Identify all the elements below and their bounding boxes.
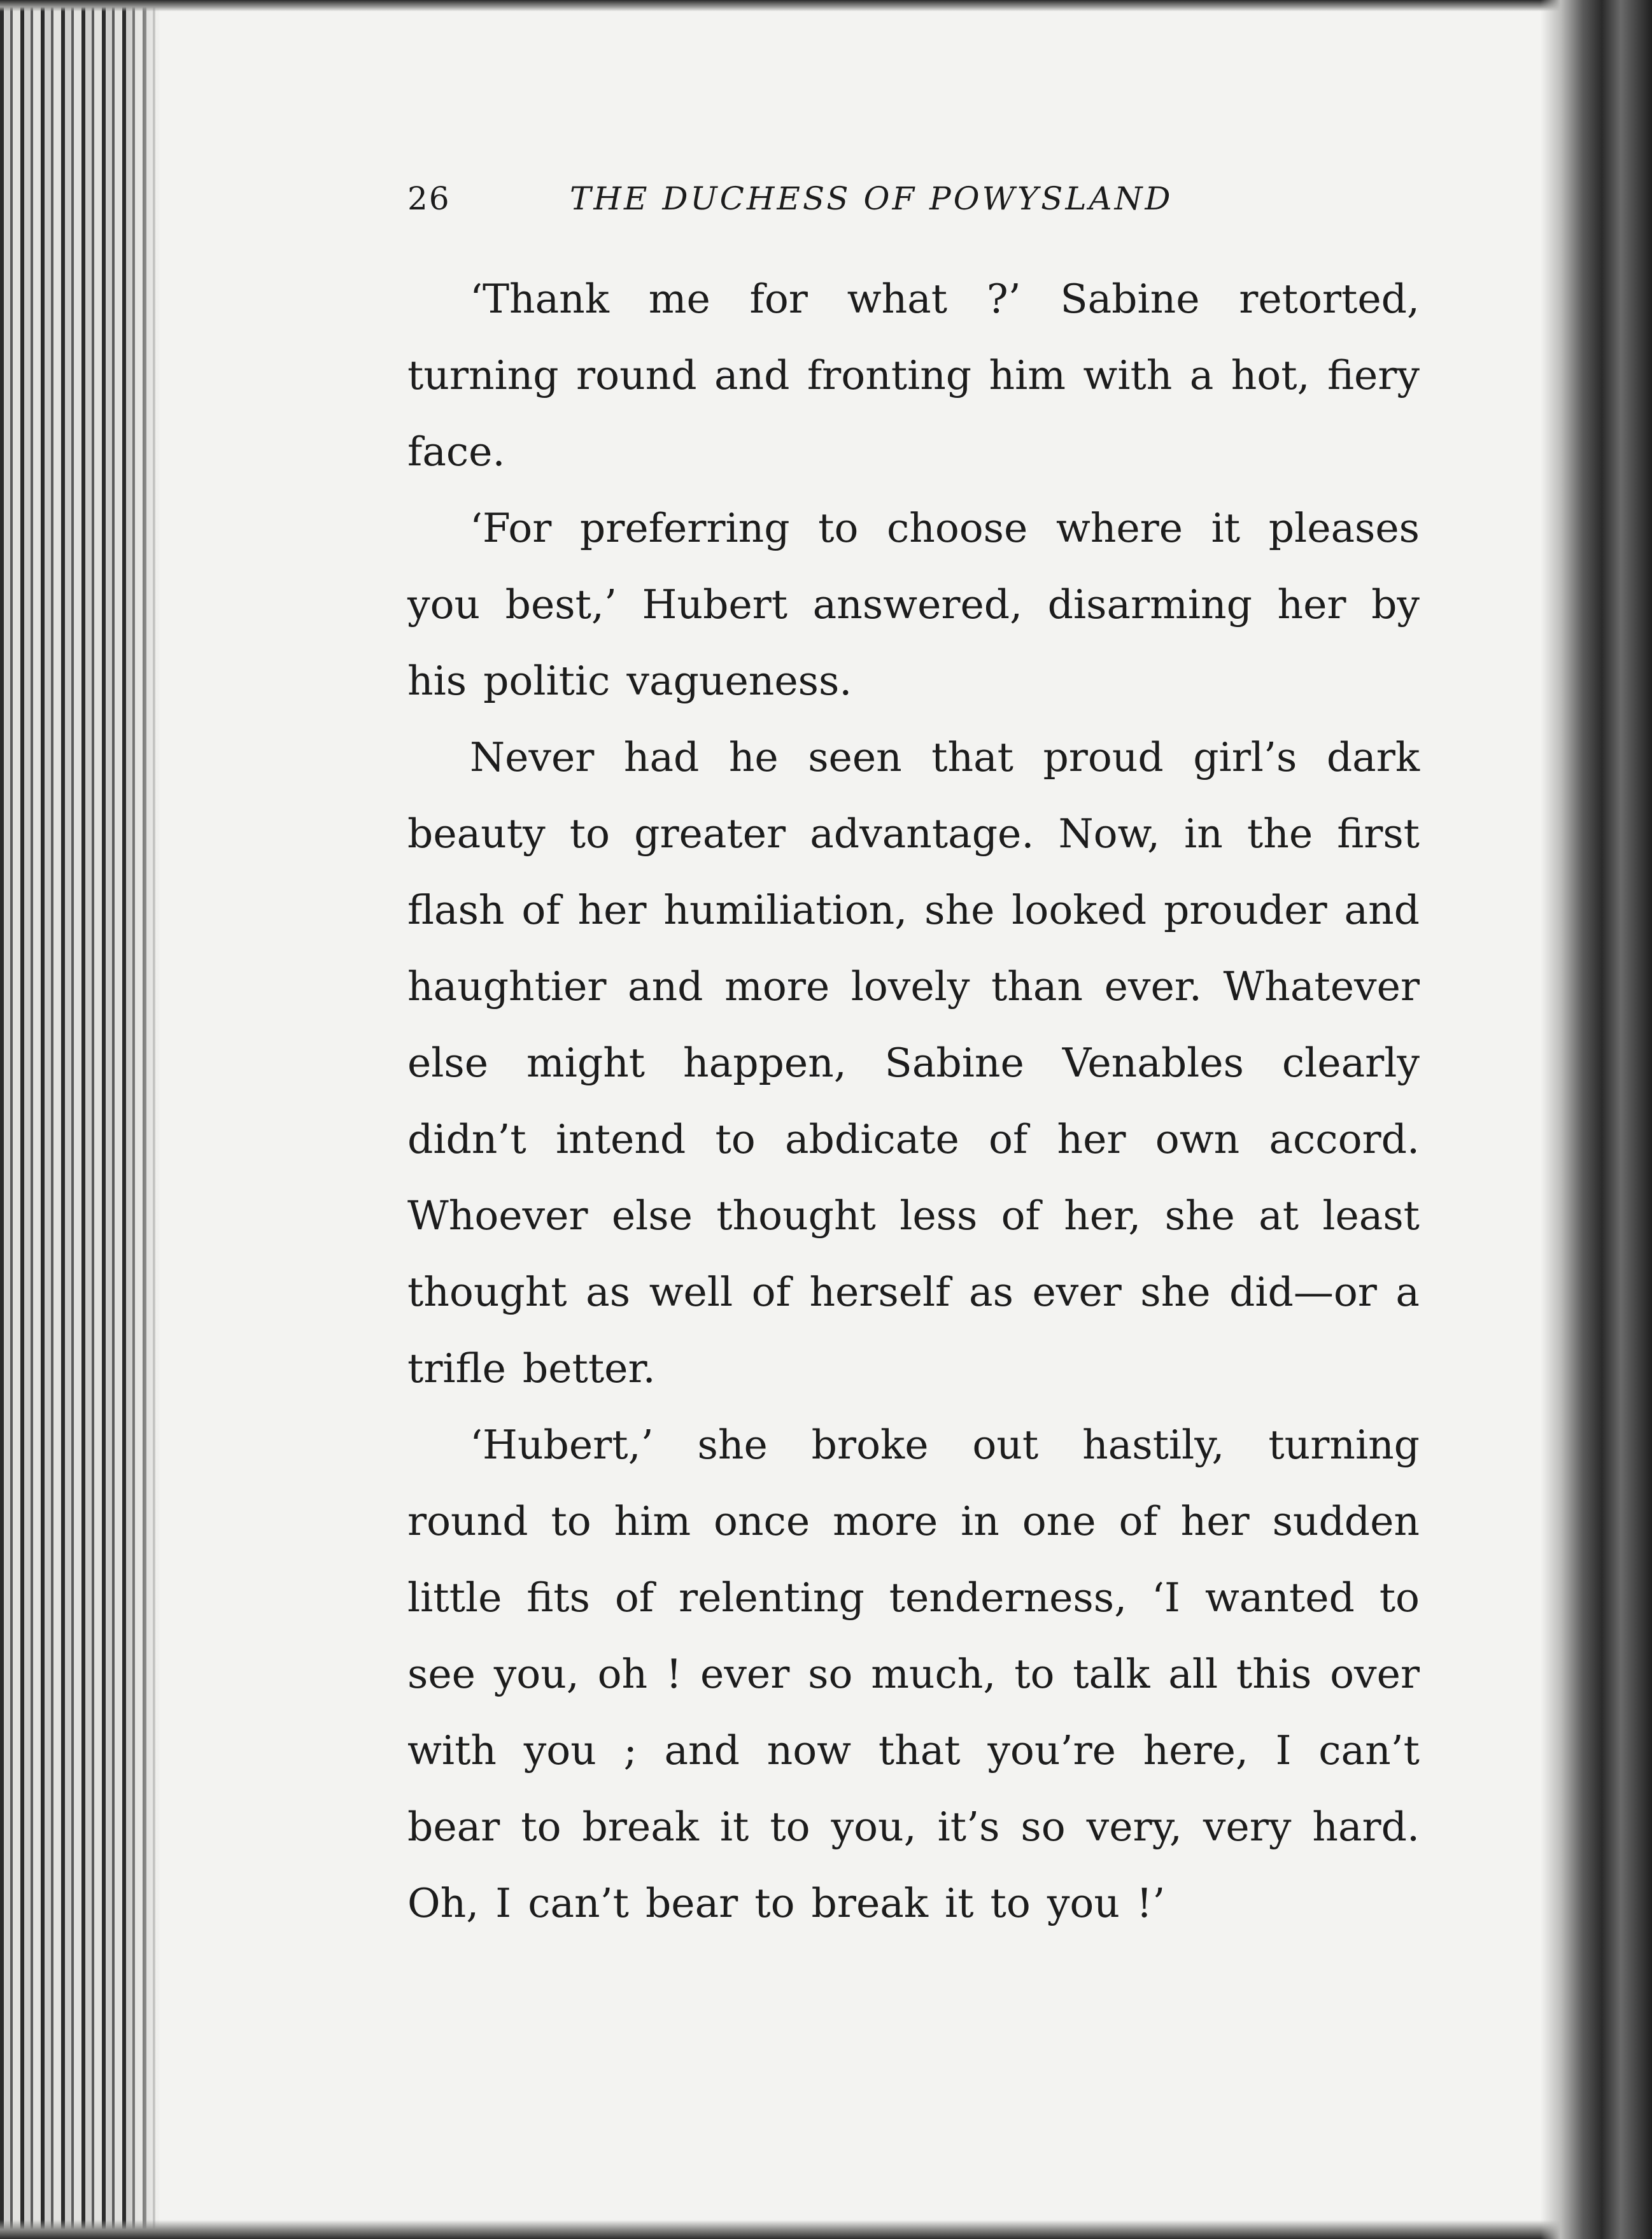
book-page [407, 0, 1426, 2239]
paragraph: ‘For preferring to choose where it pleases you best,’ Hubert answered, disarming her by his politic vagueness. [407, 505, 1420, 704]
running-title: THE DUCHESS OF POWYSLAND [570, 180, 1173, 217]
book-gutter-shadow [1541, 0, 1652, 2239]
paragraph: ‘Hubert,’ she broke out hastily, turning round to him once more in one of her sudden little fits of relenting tenderness, ‘I wanted to see you, oh ! ever so much, to talk all this over with you ; and now that you’re here, I can’t bear to break it to you, it’s so very, very hard. Oh, I can’t bear to break it to you !’ [407, 1422, 1420, 1926]
page-number: 26 [407, 180, 451, 217]
running-head [407, 173, 1426, 224]
body-text [407, 261, 1420, 1942]
page-edges-fade [127, 0, 166, 2239]
paragraph: Never had he seen that proud girl’s dark beauty to greater advantage. Now, in the first flash of her humiliation, she looked prouder and haughtier and more lovely than ever. Whatever else might happen, Sabine Venables clearly didn’t intend to abdicate of her own accord. Whoever else thought less of her, she at least thought as well of herself as ever she did—or a trifle better. [407, 734, 1420, 1392]
paragraph: ‘Thank me for what ?’ Sabine retorted, turning round and fronting him with a hot, fiery face. [407, 276, 1420, 475]
